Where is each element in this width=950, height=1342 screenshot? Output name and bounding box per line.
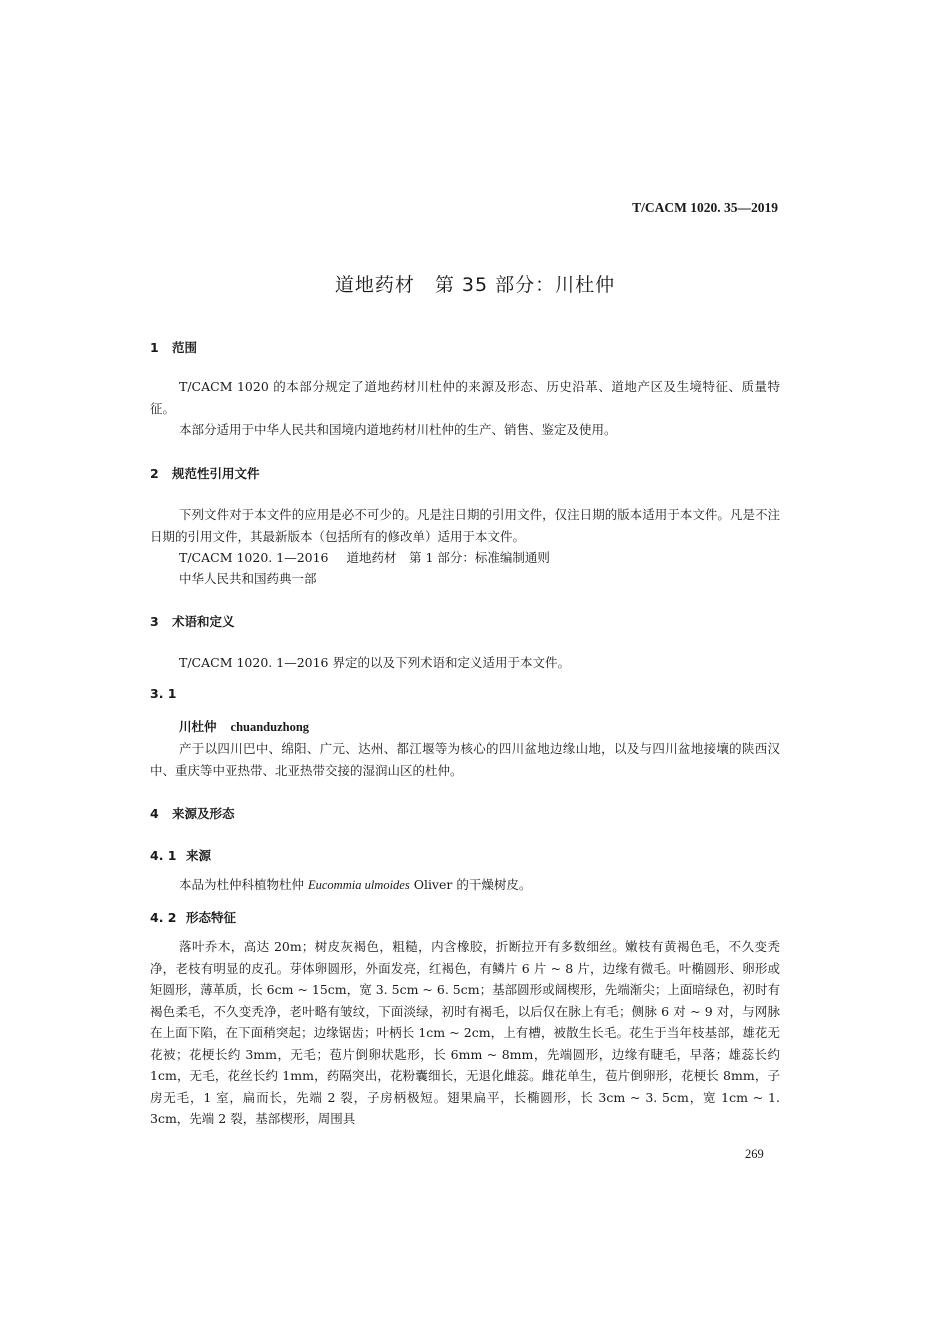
- term-entry: [179, 717, 309, 735]
- section-title: 术语和定义: [172, 614, 235, 629]
- subsection-title: 来源: [186, 848, 212, 863]
- section-title: 范围: [172, 340, 198, 355]
- subsection-3-1-number: 3. 1: [150, 686, 177, 701]
- term-definition: 产于以四川巴中、绵阳、广元、达州、都江堰等为核心的四川盆地边缘山地，以及与四川盆地接壤的陕西汉中、重庆等中亚热带、北亚热带交接的湿润山区的杜仲。: [150, 741, 780, 778]
- section-3-heading: [150, 612, 235, 630]
- latin-name: Eucommia ulmoides: [307, 878, 410, 892]
- section-4-heading: [150, 804, 235, 822]
- reference-code: T/CACM 1020. 1—2016: [179, 550, 329, 565]
- scope-paragraph-1: T/CACM 1020 的本部分规定了道地药材川杜仲的来源及形态、历史沿革、道地产区及生境特征、质量特征。: [150, 379, 780, 416]
- normative-references-paragraph: 下列文件对于本文件的应用是必不可少的。凡是注日期的引用文件，仅注日期的版本适用于本文件。凡是不注日期的引用文件，其最新版本（包括所有的修改单）适用于本文件。: [150, 507, 780, 544]
- reference-item-1: [179, 547, 550, 569]
- source-text-post: Oliver 的干燥树皮。: [409, 877, 532, 892]
- page-title: 道地药材 第 35 部分：川杜仲: [334, 274, 616, 296]
- terms-paragraph: T/CACM 1020. 1—2016 界定的以及下列术语和定义适用于本文件。: [179, 655, 570, 670]
- section-number: 4: [150, 806, 159, 821]
- section-2-heading: [150, 464, 260, 482]
- standard-code: T/CACM 1020. 35—2019: [632, 200, 778, 215]
- section-number: 1: [150, 340, 159, 355]
- source-paragraph: [150, 874, 780, 897]
- subsection-number: 4. 2: [150, 910, 177, 925]
- term-chinese: 川杜仲: [179, 719, 217, 734]
- subsection-number: 4. 1: [150, 848, 177, 863]
- subsection-title: 形态特征: [186, 910, 237, 925]
- source-text-pre: 本品为杜仲科植物杜仲: [179, 877, 308, 892]
- section-number: 3: [150, 614, 159, 629]
- section-number: 2: [150, 466, 159, 481]
- subsection-4-2-heading: [150, 908, 236, 926]
- subsection-4-1-heading: [150, 846, 211, 864]
- scope-paragraph-2: 本部分适用于中华人民共和国境内道地药材川杜仲的生产、销售、鉴定及使用。: [179, 422, 617, 437]
- morphology-paragraph: 落叶乔木，高达 20m；树皮灰褐色，粗糙，内含橡胶，折断拉开有多数细丝。嫩枝有黄褐色毛，不久变秃净，老枝有明显的皮孔。芽体卵圆形，外面发亮，红褐色，有鳞片 6 片 ~ 8 片，边缘有微毛。叶椭圆形、卵形或矩圆形，薄革质，长 6cm ~ 15cm，宽 3. 5cm ~ 6. 5cm；基部圆形或阔楔形，先端渐尖；上面暗绿色，初时有褐色柔毛，不久变秃净，老叶略有皱纹，下面淡绿，初时有褐毛，以后仅在脉上有毛；侧脉 6 对 ~ 9 对，与网脉在上面下陷，在下面稍突起；边缘锯齿；叶柄长 1cm ~ 2cm，上有槽，被散生长毛。花生于当年枝基部，雄花无花被；花梗长约 3mm，无毛；苞片倒卵状匙形，长 6mm ~ 8mm，先端圆形，边缘有睫毛，早落；雄蕊长约 1cm，无毛，花丝长约 1mm，药隔突出，花粉囊细长，无退化雌蕊。雌花单生，苞片倒卵形，花梗长 8mm，子房无毛，1 室，扁而长，先端 2 裂，子房柄极短。翅果扁平，长椭圆形，长 3cm ~ 3. 5cm，宽 1cm ~ 1. 3cm，先端 2 裂，基部楔形，周围具: [150, 939, 780, 1126]
- page-number: 269: [745, 1147, 764, 1161]
- section-title: 规范性引用文件: [172, 466, 260, 481]
- section-title: 来源及形态: [172, 806, 235, 821]
- section-1-heading: [150, 338, 197, 356]
- term-english: chuanduzhong: [230, 720, 310, 734]
- reference-item-2: 中华人民共和国药典一部: [179, 571, 317, 586]
- reference-title: 道地药材 第 1 部分：标准编制通则: [346, 550, 550, 565]
